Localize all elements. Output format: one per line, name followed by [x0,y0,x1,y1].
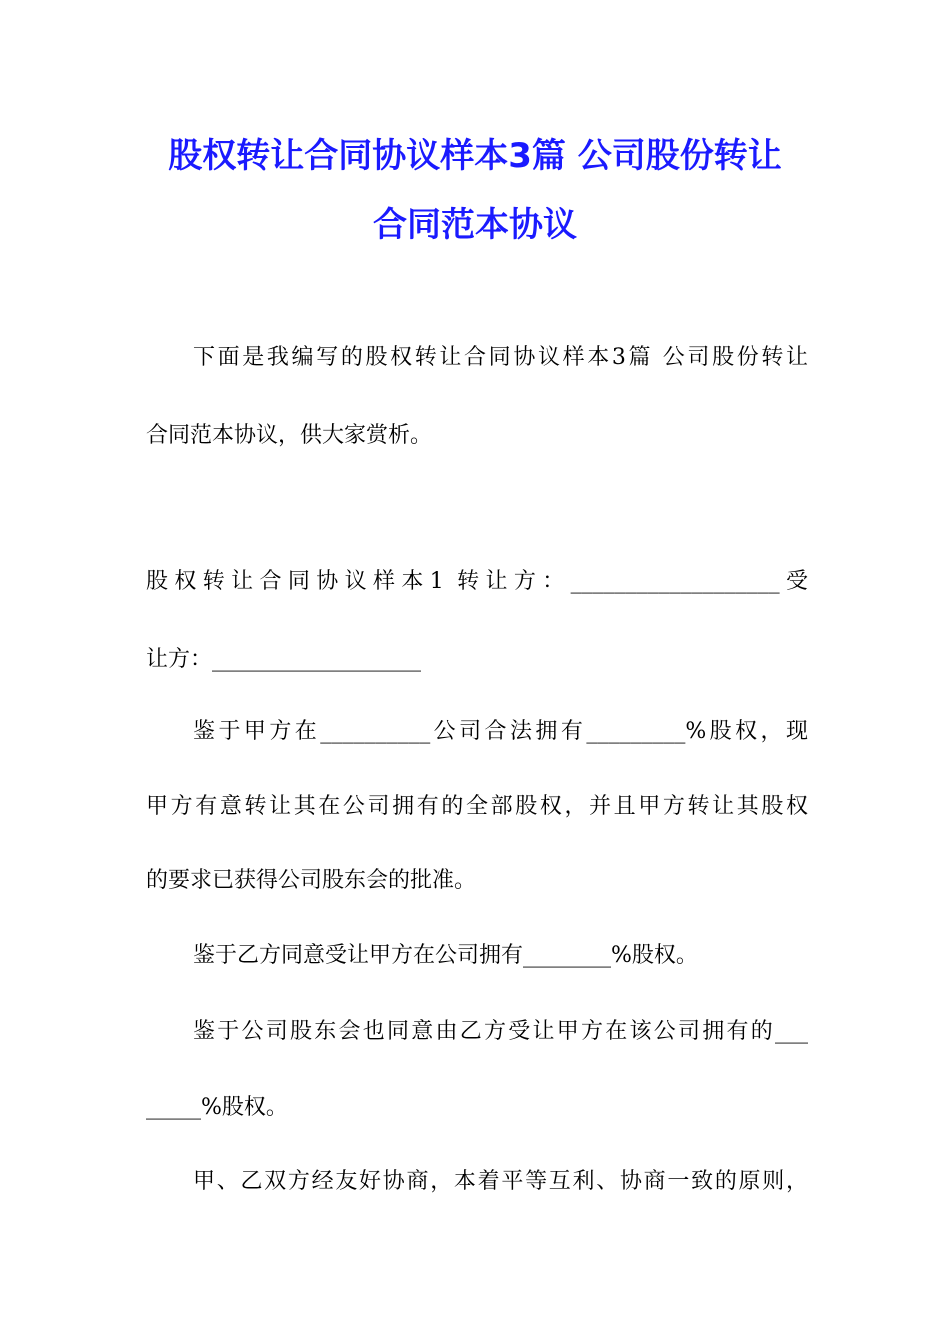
intro-paragraph-line-1: 下面是我编写的股权转让合同协议样本3篇 公司股份转让 [193,345,808,370]
clause-1-line-1: 鉴于甲方在__________公司合法拥有_________%股权，现 [193,719,808,744]
document-title-line-1: 股权转让合同协议样本3篇 公司股份转让 [168,136,782,176]
clause-1-line-2: 甲方有意转让其在公司拥有的全部股权，并且甲方转让其股权 [146,794,808,819]
clause-1-line-3: 的要求已获得公司股东会的批准。 [146,868,477,893]
document-title-line-2: 合同范本协议 [373,205,577,245]
clause-3-line-1: 鉴于公司股东会也同意由乙方受让甲方在该公司拥有的___ [193,1019,808,1044]
clause-2-line-1: 鉴于乙方同意受让甲方在公司拥有________%股权。 [193,943,698,968]
clause-3-line-2: _____%股权。 [146,1095,288,1120]
sample-header-line-2: 让方：___________________ [146,647,422,672]
clause-4-line-1: 甲、乙双方经友好协商，本着平等互利、协商一致的原则， [193,1169,808,1194]
intro-paragraph-line-2: 合同范本协议，供大家赏析。 [146,423,433,448]
sample-header-line-1: 股权转让合同协议样本1 转让方：___________________受 [146,569,808,594]
